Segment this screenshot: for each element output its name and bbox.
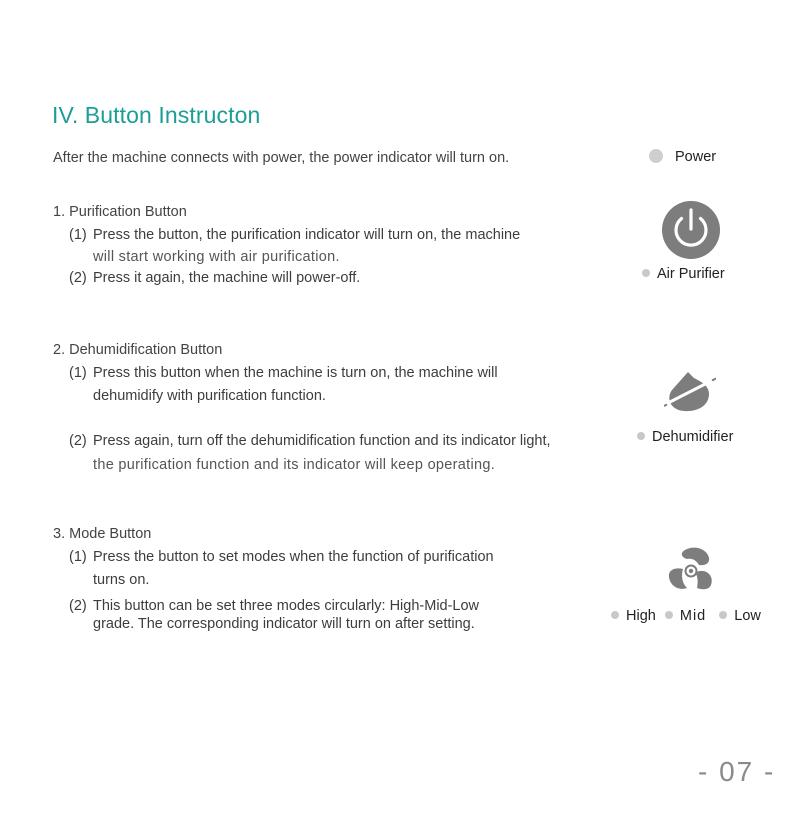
item-number: (2): [69, 270, 87, 286]
mode-indicators: [611, 608, 761, 624]
dehumidification-item-1-cont: dehumidify with purification function.: [93, 388, 326, 404]
high-label: High: [626, 608, 656, 624]
dehumidification-item-2: [69, 430, 551, 452]
low-label: Low: [734, 608, 761, 624]
item-number: (2): [69, 598, 87, 614]
purification-item-1-cont: will start working with air purification.: [93, 249, 340, 265]
page-number: - 07 -: [698, 756, 776, 787]
section-heading-purification: 1. Purification Button: [53, 204, 187, 220]
indicator-dot-icon: [665, 611, 673, 619]
section-heading-mode: 3. Mode Button: [53, 526, 152, 542]
purification-item-1: [69, 224, 520, 246]
purification-item-2: [69, 267, 360, 289]
indicator-dot-icon: [611, 611, 619, 619]
indicator-dot-icon: [642, 269, 650, 277]
dehumidifier-label: Dehumidifier: [652, 429, 734, 445]
item-number: (1): [69, 549, 87, 565]
item-number: (1): [69, 227, 87, 243]
indicator-dot-icon: [637, 432, 645, 440]
item-line: Press again, turn off the dehumidification function and its indicator light,: [93, 433, 551, 449]
power-indicator: [649, 149, 716, 165]
item-line: Press it again, the machine will power-off.: [93, 270, 361, 286]
dehumidifier-indicator: [637, 429, 733, 445]
section-heading-dehumidification: 2. Dehumidification Button: [53, 342, 223, 358]
item-number: (2): [69, 433, 87, 449]
intro-text: After the machine connects with power, the power indicator will turn on.: [53, 150, 510, 166]
air-purifier-label: Air Purifier: [657, 266, 725, 282]
mode-item-2-cont: grade. The corresponding indicator will turn on after setting.: [93, 616, 475, 632]
fan-mode-icon: [667, 546, 715, 592]
dehumidification-item-1: [69, 362, 498, 384]
dehumidify-drop-icon: [664, 370, 716, 414]
indicator-dot-icon: [649, 149, 663, 163]
mode-item-1-cont: turns on.: [93, 572, 150, 588]
mid-label: Mid: [679, 608, 707, 624]
dehumidification-item-2-cont: the purification function and its indicator will keep operating.: [93, 457, 496, 473]
item-number: (1): [69, 365, 87, 381]
indicator-dot-icon: [719, 611, 727, 619]
item-line: This button can be set three modes circularly: High-Mid-Low: [93, 598, 480, 614]
air-purifier-indicator: [642, 266, 725, 282]
page-title: IV. Button Instructon: [52, 102, 261, 128]
item-line: Press the button, the purification indicator will turn on, the machine: [93, 227, 521, 243]
mode-item-1: [69, 546, 494, 568]
power-label: Power: [675, 149, 717, 165]
item-line: Press this button when the machine is turn on, the machine will: [93, 365, 498, 381]
power-button-icon: [662, 201, 720, 259]
item-line: Press the button to set modes when the function of purification: [93, 549, 494, 565]
